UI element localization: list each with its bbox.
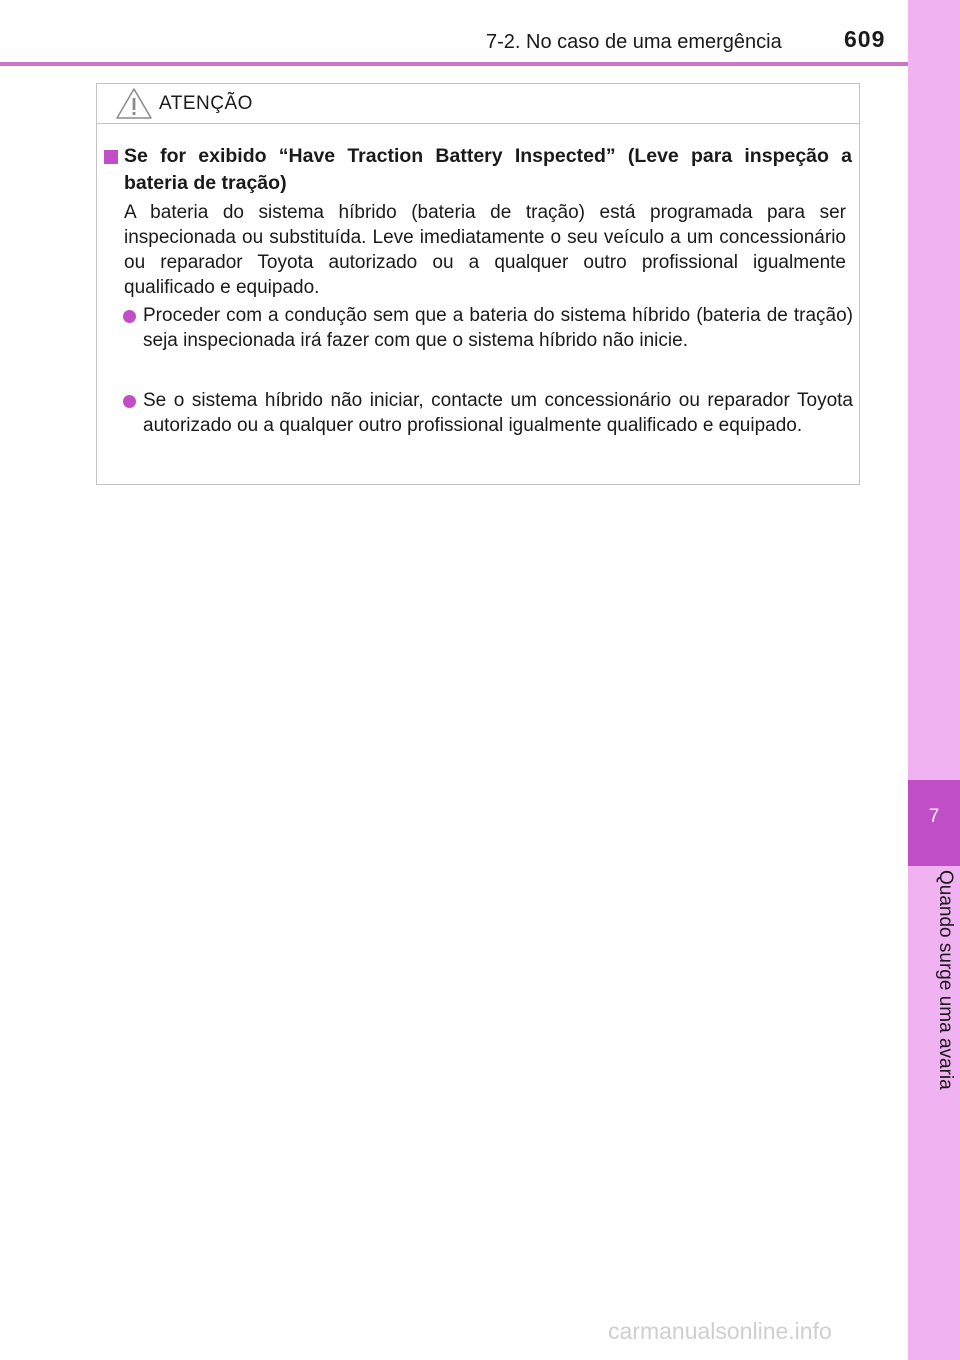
bullet-text: Se o sistema híbrido não iniciar, contacte um concessionário ou reparador Toyota autorizado ou a qualquer outro profissional igualmente qualificado e equipado. xyxy=(143,390,853,436)
body-paragraph: A bateria do sistema híbrido (bateria de tração) está programada para ser inspecionada ou substituída. Leve imediatamente o seu veículo a um concessionário ou reparador Toyota autorizado ou a qualquer outro profissional igualmente qualificado e equipado. xyxy=(124,202,846,298)
warning-triangle-icon xyxy=(115,87,153,125)
footer-watermark: carmanualsonline.info xyxy=(608,1318,832,1344)
side-tab xyxy=(908,0,960,1360)
header-section-title: 7-2. No caso de uma emergência xyxy=(486,31,782,53)
bullet-dot xyxy=(123,310,136,323)
warning-header xyxy=(97,84,859,124)
section-marker xyxy=(104,150,118,164)
header-rule xyxy=(0,62,908,66)
chapter-number: 7 xyxy=(928,806,940,827)
section-heading: Se for exibido “Have Traction Battery Inspected” (Leve para inspeção a bateria de tração) xyxy=(124,145,852,194)
chapter-title: Quando surge uma avaria xyxy=(935,870,956,1090)
page-number: 609 xyxy=(844,26,886,52)
warning-box xyxy=(96,83,860,485)
warning-title: ATENÇÃO xyxy=(159,93,253,114)
bullet-dot xyxy=(123,395,136,408)
bullet-text: Proceder com a condução sem que a bateria do sistema híbrido (bateria de tração) seja inspecionada irá fazer com que o sistema híbrido não inicie. xyxy=(143,305,853,351)
